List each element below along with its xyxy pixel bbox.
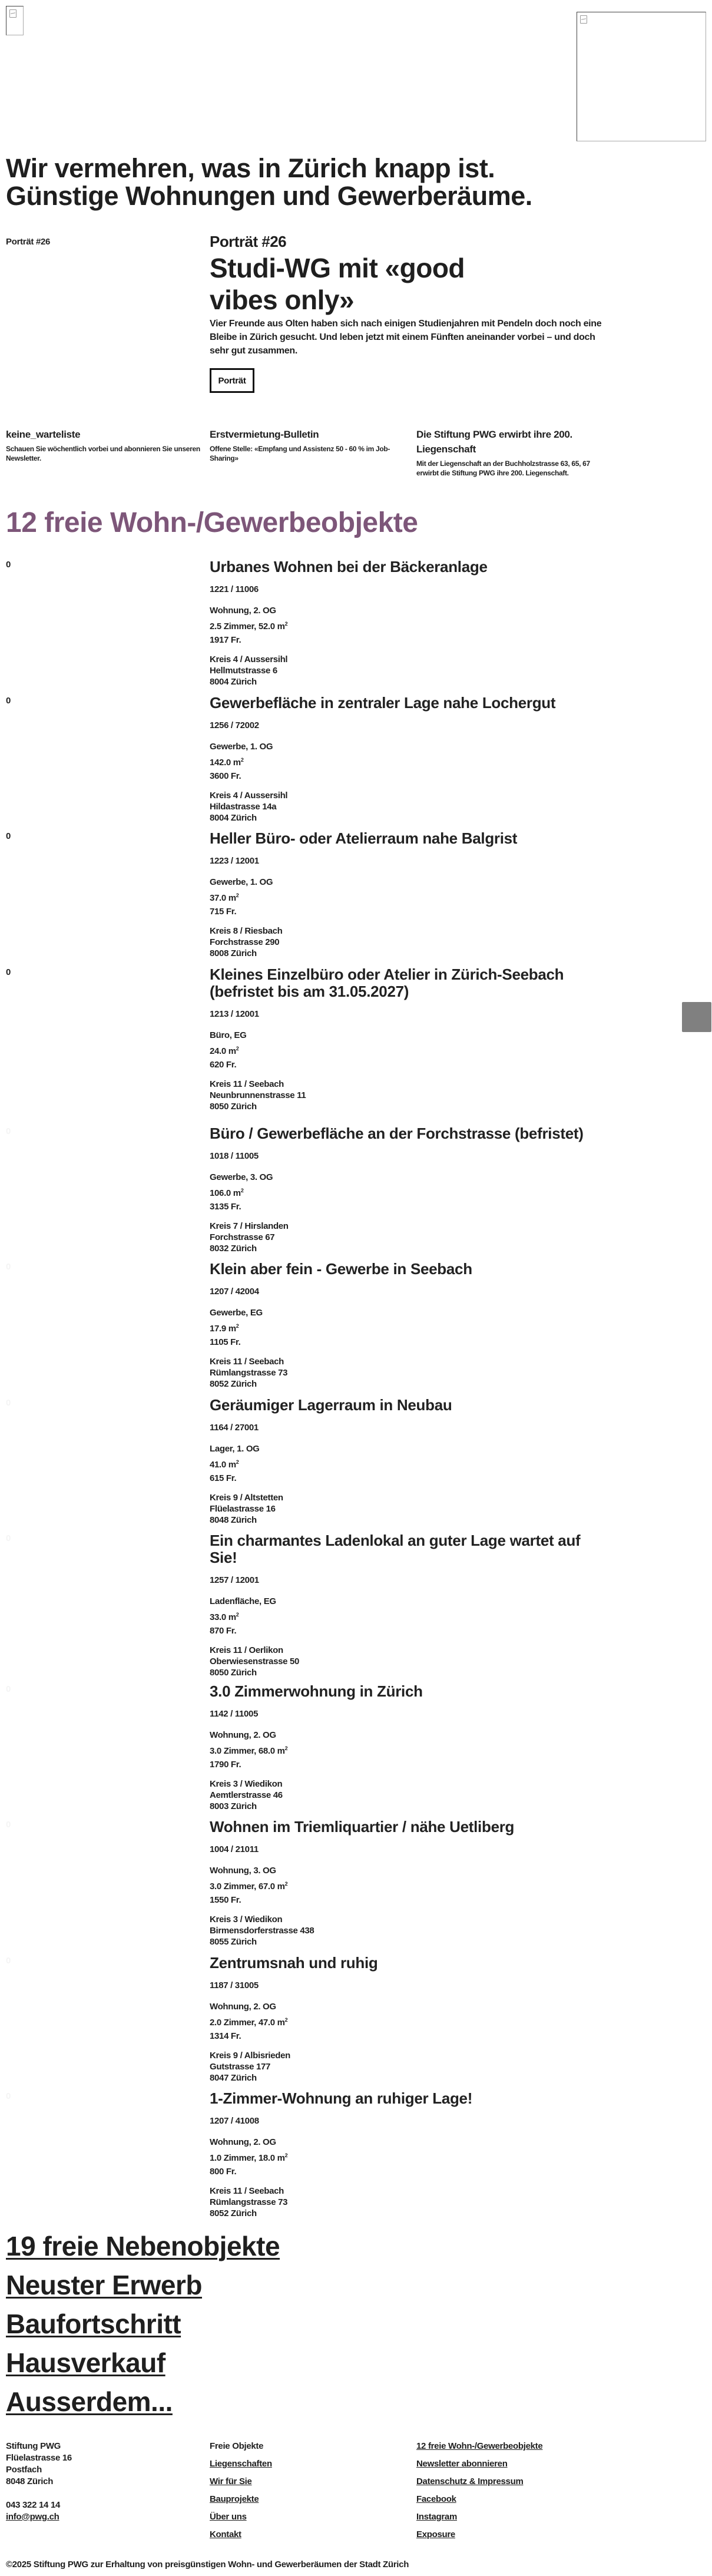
listing-reference: 1164 / 27001	[210, 1423, 259, 1433]
listing-street: Neunbrunnenstrasse 11	[210, 1090, 306, 1100]
news-title: Erstvermietung-Bulletin	[210, 429, 319, 440]
listing-district: Kreis 8 / Riesbach	[210, 926, 283, 936]
listing-reference: 1018 / 11005	[210, 1151, 259, 1161]
listing-type: Gewerbe, 1. OG	[210, 877, 273, 887]
listing-type: Gewerbe, 3. OG	[210, 1172, 273, 1182]
listing-price: 870 Fr.	[210, 1626, 237, 1636]
listing-index: 0	[6, 1533, 11, 1543]
header-image-large	[577, 12, 706, 141]
listing-district: Kreis 11 / Seebach	[210, 1079, 284, 1089]
listing-type: Wohnung, 2. OG	[210, 2137, 276, 2147]
listing-body	[210, 966, 610, 1112]
listing-size: 2.5 Zimmer, 52.0 $m^2$	[210, 621, 288, 631]
listing-price: 615 Fr.	[210, 1473, 237, 1483]
news-title: Die Stiftung PWG erwirbt ihre 200. Liegenschaft	[416, 429, 572, 455]
listing-title[interactable]: Geräumiger Lagerraum in Neubau	[210, 1396, 452, 1414]
listing-price: 715 Fr.	[210, 907, 237, 917]
listing-street: Forchstrasse 290	[210, 937, 280, 947]
footer-city: 8048 Zürich	[6, 2476, 54, 2486]
listing-district: Kreis 9 / Altstetten	[210, 1493, 283, 1503]
header-image-small	[6, 6, 24, 35]
listing-facts	[210, 1442, 610, 1485]
footer-org-name: Stiftung PWG	[6, 2441, 61, 2451]
footer-link-wir-fuer-sie[interactable]: Wir für Sie	[210, 2476, 252, 2486]
listing-title[interactable]: Gewerbefläche in zentraler Lage nahe Lochergut	[210, 694, 556, 712]
copyright: ©2025 Stiftung PWG zur Erhaltung von preisgünstigen Wohn- und Gewerberäumen der Stadt Zürich	[6, 2560, 409, 2570]
listing-title[interactable]: Zentrumsnah und ruhig	[210, 1954, 378, 1972]
listing-facts	[210, 740, 610, 783]
listing-facts	[210, 1170, 610, 1213]
listing-price: 620 Fr.	[210, 1060, 237, 1070]
listing-title[interactable]: Büro / Gewerbefläche an der Forchstrasse (befristet)	[210, 1125, 584, 1142]
listing-city: 8047 Zürich	[210, 2073, 257, 2083]
footer-link-bauprojekte[interactable]: Bauprojekte	[210, 2494, 259, 2504]
listing-price: 1550 Fr.	[210, 1895, 241, 1905]
listing-price: 1314 Fr.	[210, 2031, 241, 2041]
listing-district: Kreis 4 / Aussersihl	[210, 791, 288, 801]
listing-body	[210, 1532, 610, 1678]
listing-title[interactable]: 1-Zimmer-Wohnung an ruhiger Lage!	[210, 2089, 473, 2107]
listing-address	[210, 2050, 610, 2084]
listing-body	[210, 1261, 610, 1390]
listing-title[interactable]: 3.0 Zimmerwohnung in Zürich	[210, 1682, 423, 1700]
listing-body	[210, 830, 610, 959]
listing-size: 41.0 $m^2$	[210, 1459, 239, 1470]
listing-district: Kreis 11 / Seebach	[210, 2186, 284, 2196]
listing-type: Lager, 1. OG	[210, 1444, 260, 1454]
listing-reference: 1257 / 12001	[210, 1575, 259, 1585]
listing-index: 0	[6, 1126, 11, 1136]
listing-title[interactable]: Ein charmantes Ladenlokal an guter Lage wartet auf Sie!	[210, 1532, 581, 1566]
portrait-button[interactable]: Porträt	[210, 368, 254, 393]
listing-type: Gewerbe, 1. OG	[210, 742, 273, 752]
listing-city: 8004 Zürich	[210, 677, 257, 687]
listing-body	[210, 1683, 610, 1812]
listing-type: Gewerbe, EG	[210, 1308, 263, 1318]
listing-size: 2.0 Zimmer, 47.0 $m^2$	[210, 2017, 288, 2028]
listing-facts	[210, 875, 610, 918]
listing-facts	[210, 1029, 610, 1072]
listing-size: 33.0 $m^2$	[210, 1612, 239, 1622]
listing-district: Kreis 3 / Wiedikon	[210, 1914, 283, 1924]
listing-price: 1105 Fr.	[210, 1337, 241, 1347]
news-text: Mit der Liegenschaft an der Buchholzstrasse 63, 65, 67 erwirbt die Stiftung PWG ihre 200. Liegenschaft.	[416, 459, 590, 477]
footer-phone: 043 322 14 14	[6, 2500, 61, 2510]
listing-type: Wohnung, 2. OG	[210, 1730, 276, 1740]
news-item[interactable]	[6, 427, 200, 463]
big-links-nav	[6, 2227, 280, 2421]
footer-email-link[interactable]: info@pwg.ch	[6, 2512, 59, 2522]
listing-street: Aemtlerstrasse 46	[210, 1790, 283, 1800]
listing-size: 3.0 Zimmer, 68.0 $m^2$	[210, 1745, 288, 1756]
hero-line-1: Wir vermehren, was in Zürich knapp ist.	[6, 153, 495, 183]
listing-title[interactable]: Klein aber fein - Gewerbe in Seebach	[210, 1260, 472, 1278]
news-item[interactable]	[210, 427, 404, 463]
listing-city: 8052 Zürich	[210, 2208, 257, 2218]
listing-body	[210, 1818, 610, 1947]
listing-title[interactable]: Heller Büro- oder Atelierraum nahe Balgrist	[210, 829, 518, 847]
footer-link-kontakt[interactable]: Kontakt	[210, 2529, 241, 2539]
listing-index: 0	[6, 1262, 11, 1272]
listing-body	[210, 695, 610, 824]
portrait-title: Studi-WG mit «good vibes only»	[210, 253, 465, 315]
listing-reference: 1223 / 12001	[210, 856, 259, 866]
listing-reference: 1207 / 41008	[210, 2116, 259, 2126]
listing-address	[210, 790, 610, 824]
listing-address	[210, 1778, 610, 1812]
listing-index: 0	[6, 1956, 11, 1966]
listing-facts	[210, 2000, 610, 2043]
footer-pobox: Postfach	[6, 2465, 42, 2475]
footer-links	[416, 2441, 542, 2547]
footer-link-facebook[interactable]: Facebook	[416, 2494, 456, 2504]
listing-city: 8055 Zürich	[210, 1937, 257, 1947]
hero-title	[6, 154, 532, 210]
link-nebenobjekte[interactable]: 19 freie Nebenobjekte	[6, 2231, 280, 2261]
listing-facts	[210, 1864, 610, 1907]
listing-body	[210, 1397, 610, 1526]
listing-size: 24.0 $m^2$	[210, 1046, 239, 1056]
listing-city: 8008 Zürich	[210, 948, 257, 958]
listing-price: 3135 Fr.	[210, 1202, 241, 1212]
listing-address	[210, 925, 610, 959]
listing-title[interactable]: Wohnen im Triemliquartier / nähe Uetliberg	[210, 1818, 515, 1836]
listing-index: 0	[6, 1398, 11, 1408]
listing-size: 17.9 $m^2$	[210, 1323, 239, 1334]
listing-size: 37.0 $m^2$	[210, 892, 239, 903]
listing-size: 1.0 Zimmer, 18.0 $m^2$	[210, 2152, 288, 2163]
news-text: Offene Stelle: «Empfang und Assistenz 50 - 60 % im Job-Sharing»	[210, 445, 390, 462]
news-title: keine_warteliste	[6, 429, 81, 440]
footer-link-newsletter[interactable]: Newsletter abonnieren	[416, 2459, 508, 2469]
listing-type: Ladenfläche, EG	[210, 1596, 276, 1606]
footer-link-objekte[interactable]: 12 freie Wohn-/Gewerbeobjekte	[416, 2441, 543, 2451]
listing-facts	[210, 1728, 610, 1771]
listing-reference: 1207 / 42004	[210, 1287, 259, 1297]
footer-link-exposure[interactable]: Exposure	[416, 2529, 455, 2539]
listing-reference: 1187 / 31005	[210, 1980, 259, 1990]
listing-type: Wohnung, 3. OG	[210, 1866, 276, 1876]
listing-district: Kreis 9 / Albisrieden	[210, 2051, 290, 2061]
listing-price: 1790 Fr.	[210, 1760, 241, 1770]
listing-index: 0	[6, 831, 11, 841]
listing-reference: 1213 / 12001	[210, 1009, 259, 1019]
portrait-side-label: Porträt #26	[6, 237, 51, 247]
listing-address	[210, 1221, 610, 1254]
footer-link-instagram[interactable]: Instagram	[416, 2512, 457, 2522]
link-baufortschritt[interactable]: Baufortschritt	[6, 2309, 181, 2339]
listing-body	[210, 1125, 610, 1254]
listing-type: Wohnung, 2. OG	[210, 2002, 276, 2012]
listing-street: Oberwiesenstrasse 50	[210, 1656, 300, 1666]
listing-index: 0	[6, 1820, 11, 1830]
listing-address	[210, 1356, 610, 1390]
listing-street: Gutstrasse 177	[210, 2062, 271, 2072]
footer-link-datenschutz[interactable]: Datenschutz & Impressum	[416, 2476, 524, 2486]
listing-index: 0	[6, 1684, 11, 1694]
listing-address	[210, 1079, 610, 1112]
listing-body	[210, 558, 610, 687]
listing-facts	[210, 2135, 610, 2178]
listing-index: 0	[6, 967, 11, 977]
listing-street: Rümlangstrasse 73	[210, 1368, 288, 1378]
listing-city: 8003 Zürich	[210, 1801, 257, 1811]
listing-reference: 1004 / 21011	[210, 1844, 259, 1854]
listing-reference: 1256 / 72002	[210, 720, 259, 730]
listing-city: 8050 Zürich	[210, 1668, 257, 1678]
listing-city: 8052 Zürich	[210, 1379, 257, 1389]
listing-type: Wohnung, 2. OG	[210, 606, 276, 616]
listing-district: Kreis 11 / Seebach	[210, 1357, 284, 1367]
listing-reference: 1221 / 11006	[210, 584, 259, 594]
listing-type: Büro, EG	[210, 1030, 247, 1040]
link-hausverkauf[interactable]: Hausverkauf	[6, 2347, 165, 2378]
listing-facts	[210, 604, 610, 647]
listings-section-title[interactable]: 12 freie Wohn-/Gewerbeobjekte	[6, 507, 418, 538]
listing-city: 8050 Zürich	[210, 1102, 257, 1112]
portrait-text: Vier Freunde aus Olten haben sich nach einigen Studienjahren mit Pendeln doch noch eine Bleibe in Zürich gesucht. Und leben jetzt mit einem Fünften aneinander vorbei – und doch sehr gut zusammen.	[210, 319, 602, 356]
listing-street: Forchstrasse 67	[210, 1232, 275, 1242]
listing-index: 0	[6, 560, 11, 570]
listing-address	[210, 1914, 610, 1947]
listing-body	[210, 2090, 610, 2219]
listing-address	[210, 2185, 610, 2219]
news-text: Schauen Sie wöchentlich vorbei und abonnieren Sie unseren Newsletter.	[6, 445, 200, 462]
listing-title[interactable]: Urbanes Wohnen bei der Bäckeranlage	[210, 558, 488, 576]
listing-street: Hildastrasse 14a	[210, 802, 277, 812]
listing-reference: 1142 / 11005	[210, 1709, 259, 1719]
listing-district: Kreis 4 / Aussersihl	[210, 654, 288, 664]
listing-size: 3.0 Zimmer, 67.0 $m^2$	[210, 1881, 288, 1892]
scrollbar-thumb[interactable]	[682, 1002, 711, 1032]
broken-image-icon	[580, 15, 587, 24]
listing-index: 0	[6, 696, 11, 706]
listing-street: Hellmutstrasse 6	[210, 666, 277, 676]
listing-street: Rümlangstrasse 73	[210, 2197, 288, 2207]
footer-nav	[210, 2441, 272, 2547]
listing-address	[210, 1492, 610, 1526]
listing-body	[210, 1955, 610, 2084]
footer-nav-heading: Freie Objekte	[210, 2441, 264, 2451]
listing-size: 142.0 $m^2$	[210, 757, 244, 768]
link-neuster-erwerb[interactable]: Neuster Erwerb	[6, 2270, 203, 2300]
listing-city: 8048 Zürich	[210, 1515, 257, 1525]
listing-price: 1917 Fr.	[210, 635, 241, 645]
footer-address	[6, 2441, 72, 2523]
listing-city: 8032 Zürich	[210, 1244, 257, 1254]
listing-street: Birmensdorferstrasse 438	[210, 1926, 314, 1936]
listing-facts	[210, 1595, 610, 1638]
footer-link-ueber-uns[interactable]: Über uns	[210, 2512, 247, 2522]
listing-facts	[210, 1306, 610, 1349]
listing-address	[210, 654, 610, 687]
portrait-kicker: Porträt #26	[210, 233, 287, 250]
listing-title[interactable]: Kleines Einzelbüro oder Atelier in Zürich-Seebach (befristet bis am 31.05.2027)	[210, 965, 564, 1000]
broken-image-icon	[9, 9, 16, 18]
listing-street: Flüelastrasse 16	[210, 1504, 276, 1514]
listing-city: 8004 Zürich	[210, 813, 257, 823]
listing-district: Kreis 7 / Hirslanden	[210, 1221, 289, 1231]
footer-link-liegenschaften[interactable]: Liegenschaften	[210, 2459, 272, 2469]
footer-street: Flüelastrasse 16	[6, 2453, 72, 2463]
hero-line-2: Günstige Wohnungen und Gewerberäume.	[6, 181, 532, 211]
listing-district: Kreis 11 / Oerlikon	[210, 1645, 283, 1655]
listing-index: 0	[6, 2091, 11, 2101]
news-item[interactable]	[416, 427, 605, 478]
listing-size: 106.0 $m^2$	[210, 1188, 244, 1198]
listing-price: 800 Fr.	[210, 2167, 237, 2177]
link-ausserdem[interactable]: Ausserdem...	[6, 2386, 173, 2417]
listing-price: 3600 Fr.	[210, 771, 241, 781]
listing-district: Kreis 3 / Wiedikon	[210, 1779, 283, 1789]
listing-address	[210, 1645, 610, 1678]
